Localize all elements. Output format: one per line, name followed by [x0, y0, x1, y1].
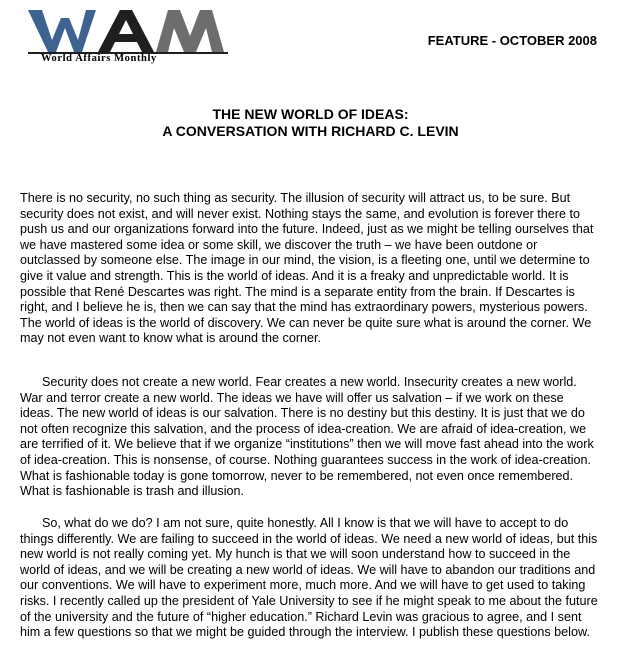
- article-paragraph-2: [20, 375, 600, 500]
- article-title: THE NEW WORLD OF IDEAS:: [212, 106, 409, 122]
- article-paragraph-1: [20, 191, 600, 347]
- logo-subtitle: World Affairs Monthly: [41, 53, 157, 64]
- wam-logo-mark: [28, 6, 238, 54]
- paragraph-text: So, what do we do? I am not sure, quite honestly. All I know is that we will have to accept to do things differently. We are failing to succeed in the world of ideas. We need a new world of ideas, but this new world is not really coming yet. My hunch is that we will soon understand how to succeed in the world of ideas, and we will be creating a new world of ideas. We will have to abandon our traditions and our conventions. We will have to experiment more, much more. And we will have to get used to taking risks. I recently called up the president of Yale University to see if he might speak to me about the future of the university and the future of “higher education.” Richard Levin was gracious to agree, and I sent him a few questions so that we might be guided through the interview. I publish these questions below.: [20, 516, 598, 640]
- article-paragraph-3: [20, 516, 600, 641]
- paragraph-text: Security does not create a new world. Fear creates a new world. Insecurity creates a new world. War and terror create a new world. The ideas we have will offer us salvation – if we work on these ideas. The new world of ideas is our salvation. There is no destiny but this destiny. It is just that we do not often recognize this salvation, and the process of idea-creation. We are afraid of idea-creation, we are terrified of it. We believe that if we organize “institutions” then we will move fast ahead into the work of idea-creation. This is nonsense, of course. Nothing guarantees success in the work of idea-creation. What is fashionable today is gone tomorrow, never to be remembered, not even once remembered. What is fashionable is trash and illusion.: [20, 375, 594, 499]
- feature-date-label: FEATURE - OCTOBER 2008: [427, 33, 597, 48]
- article-subtitle: A CONVERSATION WITH RICHARD C. LEVIN: [162, 123, 459, 139]
- wam-logo: [28, 6, 238, 74]
- paragraph-text: There is no security, no such thing as security. The illusion of security will attract us, to be sure. But security does not exist, and will never exist. Nothing stays the same, and evolution is forever there to push us and our organizations forward into the future. Indeed, just as we might be telling ourselves that we have mastered some idea or some skill, we discover the truth – we have been outdone or outclassed by someone else. The image in our mind, the vision, is a fleeting one, until we determine to give it value and strength. This is the world of ideas. And it is a freaky and unpredictable world. It is possible that René Descartes was right. The mind is a separate entity from the brain. If Descartes is right, and I believe he is, then we can say that the mind has extraordinary powers, mysterious powers. The world of ideas is the world of discovery. We can never be quite sure what is around the corner. We may not even want to know what is around the corner.: [20, 191, 594, 346]
